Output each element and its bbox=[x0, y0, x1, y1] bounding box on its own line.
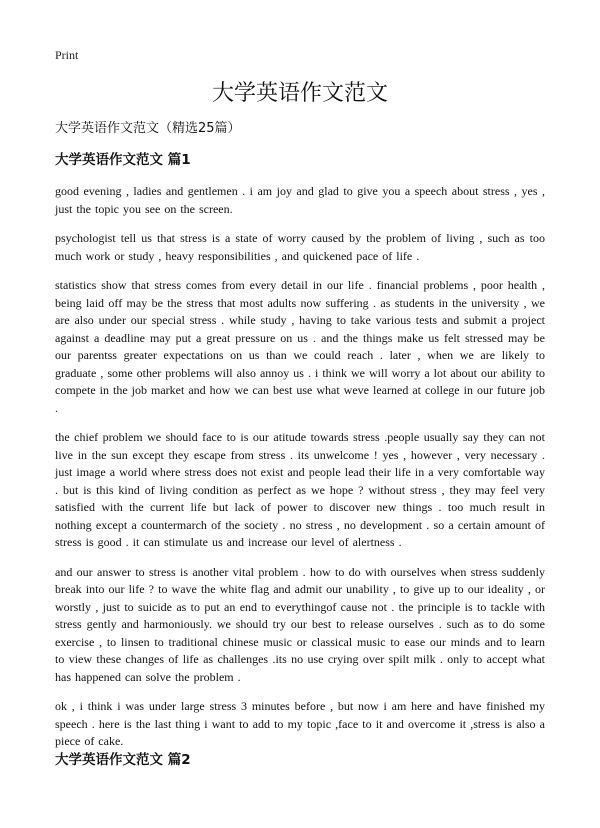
document-subtitle: 大学英语作文范文（精选25篇） bbox=[55, 121, 241, 136]
essay-paragraph: the chief problem we should face to is our atitude towards stress .people usually say they can not live in the sun except they escape from stress . its unwelcome ! yes , however , very necessary . just image a world where stress does not exist and people lead their life in a very comfortable way . but is this kind of living condition as perfect as we hope ? without stress , they may feel very satisfied with the current life but lack of power to discover new things . too much result in nothing except a countermarch of the society . no stress , no development . so a certain amount of stress is good . it can stimulate us and increase our level of alertness . bbox=[55, 430, 545, 549]
print-link[interactable]: Print bbox=[55, 48, 79, 62]
essay-paragraph: ok , i think i was under large stress 3 minutes before , but now i am here and have finished my speech . here is the last thing i want to add to my topic ,face to it and overcome it ,stress is also a piece of cake. bbox=[55, 699, 545, 748]
essay-body bbox=[55, 183, 545, 763]
page-title: 大学英语作文范文 bbox=[211, 81, 388, 106]
section-heading-2: 大学英语作文范文 篇2 bbox=[55, 752, 191, 768]
essay-paragraph: statistics show that stress comes from every detail in our life . financial problems , poor health , being laid off may be the stress that most adults now suffering . as students in the university , we are also under our special stress . while study , having to take various tests and submit a project against a deadline may put a great pressure on us . and the things make us felt stressed may be our parentss greater expectations on us than we could reach . later , when we are likely to graduate , some other problems will also annoy us . i think we will worry a lot about our ability to compete in the job market and how we can best use what weve learned at college in our future job . bbox=[55, 278, 545, 415]
essay-paragraph: good evening , ladies and gentlemen . i am joy and glad to give you a speech about stress , yes , just the topic you see on the screen. bbox=[55, 184, 545, 216]
essay-paragraph: psychologist tell us that stress is a state of worry caused by the problem of living , such as too much work or study , heavy responsibilities , and quickened pace of life . bbox=[55, 231, 545, 263]
essay-paragraph: and our answer to stress is another vital problem . how to do with ourselves when stress suddenly break into our life ? to wave the white flag and admit our unability , to give up to our ideality , or worstly , just to suicide as to put an end to everythingof cause not . the principle is to tackle with stress gently and harmoniously. we should try our best to release ourselves . such as to do some exercise , to linsen to traditional chinese music or classical music to ease our minds and to learn to view these changes of life as challenges .its no use crying over spilt milk . only to accept what has happened can solve the problem . bbox=[55, 564, 545, 684]
section-heading-1: 大学英语作文范文 篇1 bbox=[55, 152, 191, 168]
